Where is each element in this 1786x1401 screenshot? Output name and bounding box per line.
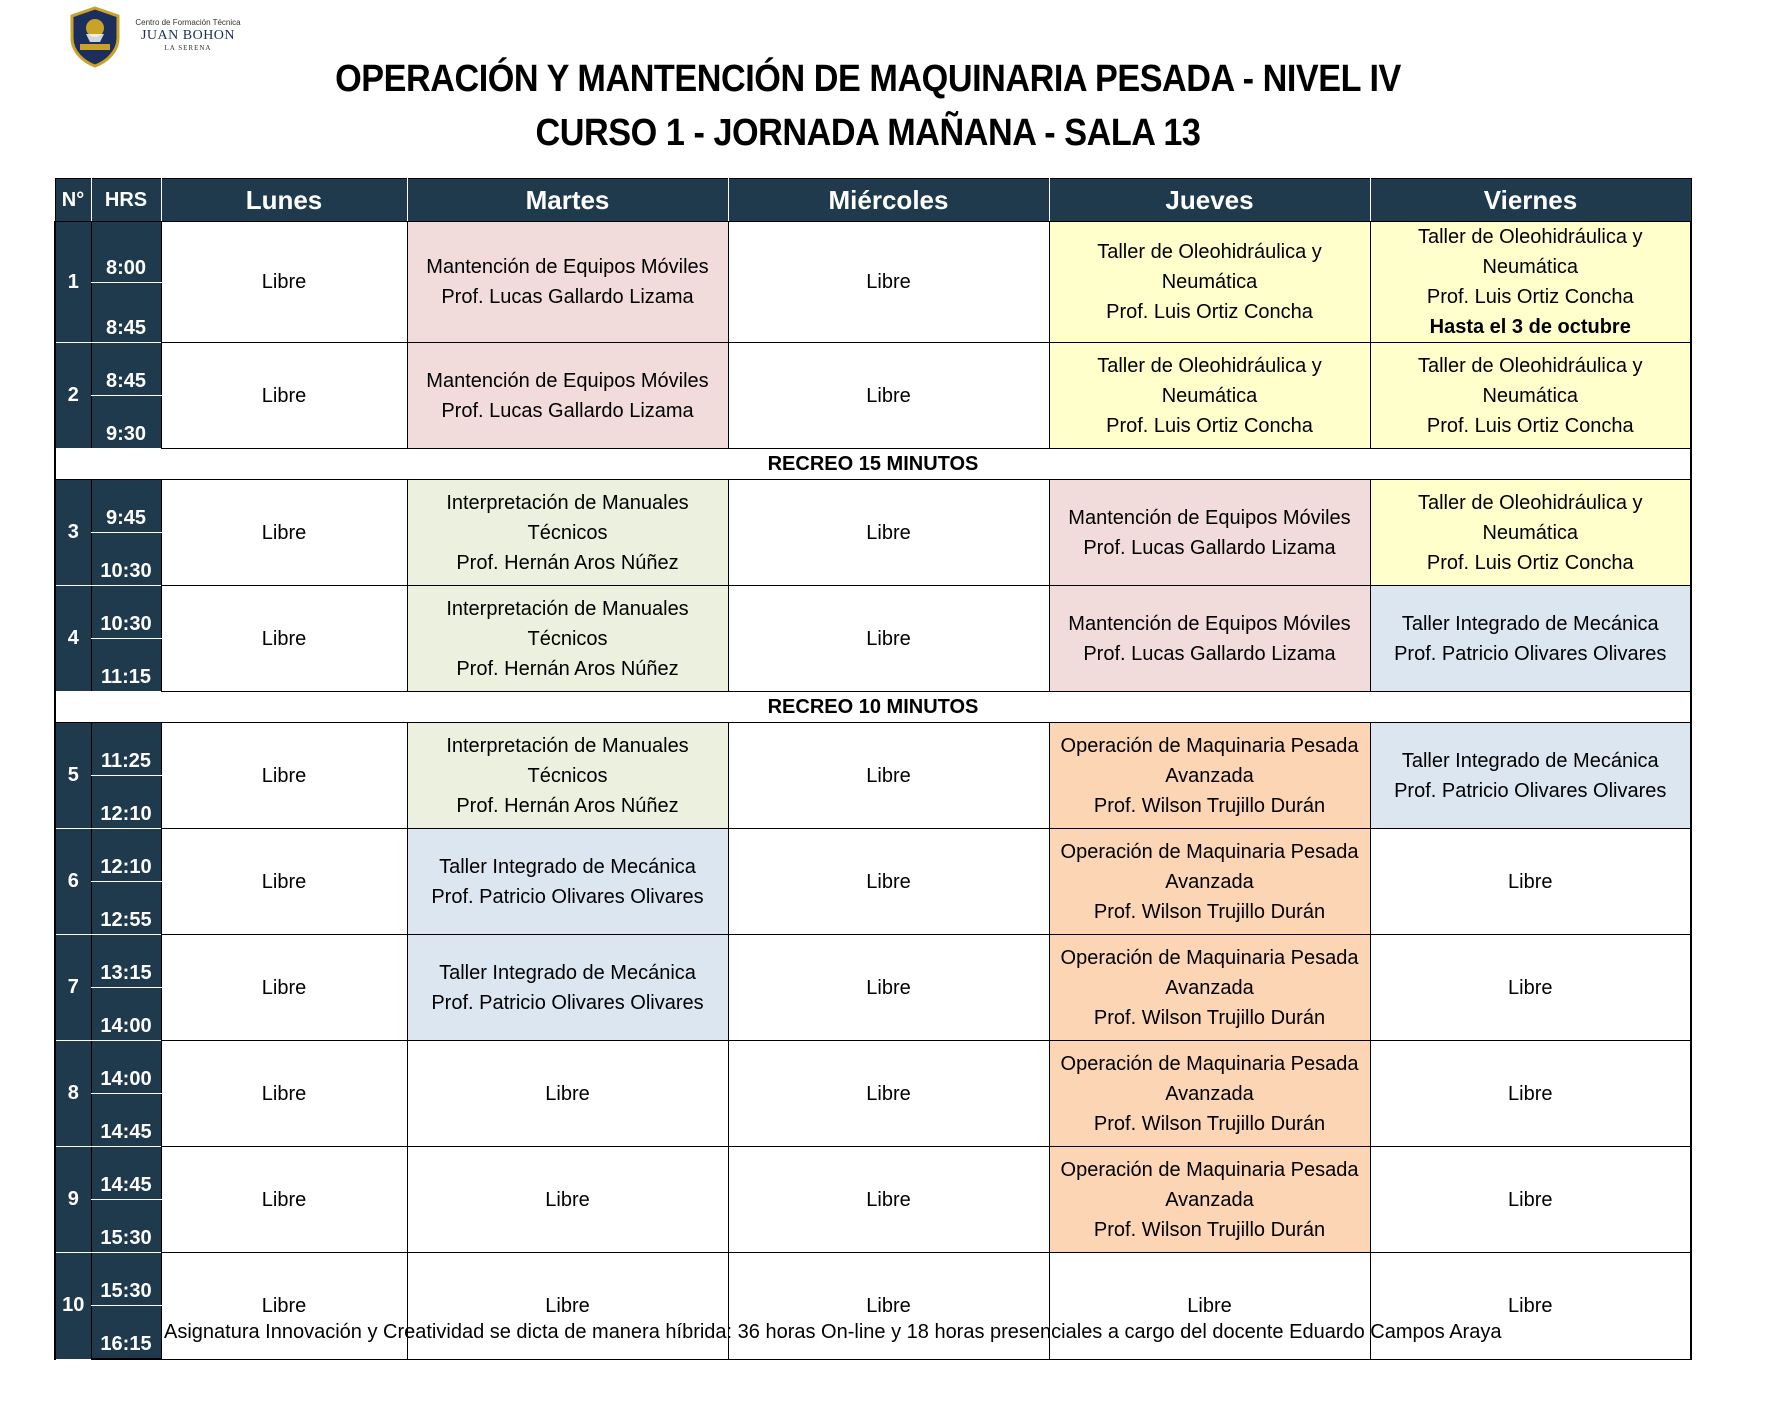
subject-text: Taller de Oleohidráulica y Neumática xyxy=(1417,226,1643,278)
subject-text: Operación de Maquinaria Pesada xyxy=(1060,946,1359,969)
subject-text: Libre xyxy=(1508,1082,1553,1105)
table-row xyxy=(55,1147,1691,1200)
period-number: 2 xyxy=(55,343,91,449)
cell-line: Prof. Lucas Gallardo Lizama xyxy=(441,399,694,422)
class-cell-monday xyxy=(161,723,407,829)
class-cell-thursday xyxy=(1049,586,1370,692)
class-cell-monday xyxy=(161,1147,407,1253)
class-cell-monday xyxy=(161,829,407,935)
subject-text: Taller Integrado de Mecánica xyxy=(1401,612,1659,635)
class-cell-thursday xyxy=(1049,480,1370,586)
class-cell-monday xyxy=(161,222,407,343)
subject-text: Libre xyxy=(1508,1294,1553,1317)
table-row xyxy=(55,480,1691,533)
subject-text: Mantención de Equipos Móviles xyxy=(1068,506,1351,529)
subject-text: Libre xyxy=(261,1188,307,1211)
period-start-time: 14:45 xyxy=(91,1147,161,1200)
logo-line-2: JUAN BOHON xyxy=(140,28,236,43)
class-cell-monday xyxy=(161,343,407,449)
header-friday: Viernes xyxy=(1370,179,1691,222)
cell-line: Prof. Luis Ortiz Concha xyxy=(1426,551,1634,574)
subject-text: Libre xyxy=(261,384,307,407)
cell-line: Avanzada xyxy=(1165,1082,1254,1105)
page-subtitle: CURSO 1 - JORNADA MAÑANA - SALA 13 xyxy=(535,112,1201,154)
subject-text: Libre xyxy=(866,1188,911,1211)
cell-line: Prof. Lucas Gallardo Lizama xyxy=(441,286,694,308)
period-number: 7 xyxy=(55,935,91,1041)
subject-text: Libre xyxy=(261,1294,307,1317)
class-cell-monday xyxy=(161,935,407,1041)
period-start-time: 13:15 xyxy=(91,935,161,988)
period-end-time: 10:30 xyxy=(91,533,161,586)
cell-line: Avanzada xyxy=(1165,870,1254,893)
subject-text: Operación de Maquinaria Pesada xyxy=(1060,734,1359,757)
class-cell-monday xyxy=(161,586,407,692)
cell-line: Prof. Patricio Olivares Olivares xyxy=(1394,779,1667,802)
period-end-time: 15:30 xyxy=(91,1200,161,1253)
subject-text: Operación de Maquinaria Pesada xyxy=(1060,1052,1359,1075)
subject-text: Taller Integrado de Mecánica xyxy=(439,855,696,878)
subject-text: Libre xyxy=(545,1294,590,1317)
class-cell-wednesday xyxy=(728,723,1049,829)
class-cell-friday xyxy=(1370,480,1691,586)
cell-line: Prof. Luis Ortiz Concha xyxy=(1426,286,1634,308)
header-hours: HRS xyxy=(91,179,161,222)
header-wednesday: Miércoles xyxy=(728,179,1049,222)
table-row xyxy=(55,222,1691,283)
table-row xyxy=(55,1041,1691,1094)
class-cell-thursday xyxy=(1049,222,1370,343)
subject-text: Libre xyxy=(261,976,307,999)
class-cell-tuesday xyxy=(407,480,728,586)
table-row xyxy=(55,723,1691,776)
period-number: 6 xyxy=(55,829,91,935)
class-cell-wednesday xyxy=(728,586,1049,692)
cell-line: Prof. Wilson Trujillo Durán xyxy=(1093,1218,1326,1241)
class-cell-friday xyxy=(1370,1147,1691,1253)
schedule-body xyxy=(55,222,1691,1360)
class-cell-friday xyxy=(1370,343,1691,449)
table-row xyxy=(55,935,1691,988)
subject-text: Taller de Oleohidráulica y Neumática xyxy=(1417,354,1643,407)
period-start-time: 14:00 xyxy=(91,1041,161,1094)
class-cell-friday xyxy=(1370,222,1691,343)
class-cell-tuesday xyxy=(407,723,728,829)
cell-line: Avanzada xyxy=(1165,976,1254,999)
period-number: 5 xyxy=(55,723,91,829)
period-end-time: 8:45 xyxy=(91,282,161,343)
subject-text: Taller Integrado de Mecánica xyxy=(439,961,696,984)
header-number: N° xyxy=(55,179,91,222)
subject-text: Libre xyxy=(261,870,307,893)
table-row xyxy=(55,829,1691,882)
subject-text: Libre xyxy=(866,384,911,407)
table-row xyxy=(55,586,1691,639)
cell-line: Prof. Hernán Aros Núñez xyxy=(456,657,679,680)
subject-text: Mantención de Equipos Móviles xyxy=(426,256,709,278)
class-cell-friday xyxy=(1370,723,1691,829)
subject-text: Libre xyxy=(866,521,911,544)
period-number: 8 xyxy=(55,1041,91,1147)
subject-text: Libre xyxy=(1508,976,1553,999)
subject-text: Libre xyxy=(866,1294,911,1317)
subject-text: Mantención de Equipos Móviles xyxy=(426,369,709,392)
cell-line: Prof. Wilson Trujillo Durán xyxy=(1093,900,1326,923)
period-start-time: 12:10 xyxy=(91,829,161,882)
break-row xyxy=(55,449,1691,480)
period-end-time: 11:15 xyxy=(91,639,161,692)
period-end-time: 14:45 xyxy=(91,1094,161,1147)
cell-line: Prof. Lucas Gallardo Lizama xyxy=(1083,536,1336,559)
cell-line: Prof. Patricio Olivares Olivares xyxy=(1394,642,1667,665)
class-cell-thursday xyxy=(1049,935,1370,1041)
subject-text: Libre xyxy=(261,271,307,293)
class-cell-friday xyxy=(1370,829,1691,935)
period-start-time: 10:30 xyxy=(91,586,161,639)
subject-text: Libre xyxy=(1508,1188,1553,1211)
subject-text: Taller de Oleohidráulica y Neumática xyxy=(1097,241,1322,293)
table-row xyxy=(55,343,1691,396)
subject-text: Libre xyxy=(1508,870,1553,893)
period-number: 3 xyxy=(55,480,91,586)
cell-line: Prof. Lucas Gallardo Lizama xyxy=(1083,642,1336,665)
class-cell-thursday xyxy=(1049,1041,1370,1147)
class-cell-tuesday xyxy=(407,1147,728,1253)
period-end-time: 12:55 xyxy=(91,882,161,935)
subject-text: Interpretación de Manuales Técnicos xyxy=(446,734,689,787)
cell-note: Hasta el 3 de octubre xyxy=(1429,316,1631,338)
class-cell-monday xyxy=(161,1041,407,1147)
class-cell-tuesday xyxy=(407,829,728,935)
class-cell-tuesday xyxy=(407,935,728,1041)
period-end-time: 16:15 xyxy=(91,1306,161,1360)
class-cell-wednesday xyxy=(728,480,1049,586)
cell-line: Prof. Luis Ortiz Concha xyxy=(1426,414,1634,437)
class-cell-tuesday xyxy=(407,586,728,692)
subject-text: Libre xyxy=(866,1082,911,1105)
subject-text: Taller de Oleohidráulica y Neumática xyxy=(1417,491,1643,544)
cell-line: Prof. Wilson Trujillo Durán xyxy=(1093,794,1326,817)
subject-text: Taller Integrado de Mecánica xyxy=(1401,749,1659,772)
header-monday: Lunes xyxy=(161,179,407,222)
period-end-time: 9:30 xyxy=(91,396,161,449)
period-start-time: 15:30 xyxy=(91,1253,161,1306)
period-number: 10 xyxy=(55,1253,91,1360)
subject-text: Libre xyxy=(866,271,911,293)
period-end-time: 12:10 xyxy=(91,776,161,829)
period-start-time: 9:45 xyxy=(91,480,161,533)
cell-line: Prof. Luis Ortiz Concha xyxy=(1106,414,1313,437)
class-cell-friday xyxy=(1370,586,1691,692)
class-cell-tuesday xyxy=(407,343,728,449)
header-thursday: Jueves xyxy=(1049,179,1370,222)
class-cell-tuesday xyxy=(407,222,728,343)
schedule-table xyxy=(54,178,1692,1360)
subject-text: Interpretación de Manuales Técnicos xyxy=(446,491,689,544)
subject-text: Libre xyxy=(261,521,307,544)
class-cell-wednesday xyxy=(728,343,1049,449)
class-cell-wednesday xyxy=(728,222,1049,343)
period-number: 4 xyxy=(55,586,91,692)
subject-text: Libre xyxy=(866,870,911,893)
subject-text: Operación de Maquinaria Pesada xyxy=(1060,840,1359,863)
break-label: RECREO 15 MINUTOS xyxy=(55,449,1691,480)
period-start-time: 8:45 xyxy=(91,343,161,396)
break-label: RECREO 10 MINUTOS xyxy=(55,692,1691,723)
subject-text: Libre xyxy=(545,1188,590,1211)
period-end-time: 14:00 xyxy=(91,988,161,1041)
cell-line: Avanzada xyxy=(1165,1188,1254,1211)
logo-line-1: Centro de Formación Técnica xyxy=(135,18,241,27)
cell-line: Prof. Patricio Olivares Olivares xyxy=(431,885,704,908)
period-start-time: 11:25 xyxy=(91,723,161,776)
logo-text xyxy=(128,18,248,52)
break-row xyxy=(55,692,1691,723)
subject-text: Libre xyxy=(261,1082,307,1105)
cell-line: Avanzada xyxy=(1165,764,1254,787)
header-tuesday: Martes xyxy=(407,179,728,222)
subject-text: Libre xyxy=(866,976,911,999)
cell-line: Prof. Hernán Aros Núñez xyxy=(456,551,679,574)
subject-text: Libre xyxy=(866,764,911,787)
class-cell-thursday xyxy=(1049,1147,1370,1253)
class-cell-wednesday xyxy=(728,1147,1049,1253)
period-start-time: 8:00 xyxy=(91,222,161,283)
class-cell-monday xyxy=(161,480,407,586)
subject-text: Interpretación de Manuales Técnicos xyxy=(446,597,689,650)
subject-text: Libre xyxy=(1187,1294,1232,1317)
page-title: OPERACIÓN Y MANTENCIÓN DE MAQUINARIA PESADA - NIVEL IV xyxy=(335,58,1401,100)
header-row xyxy=(55,179,1691,222)
class-cell-tuesday xyxy=(407,1041,728,1147)
class-cell-wednesday xyxy=(728,1041,1049,1147)
class-cell-friday xyxy=(1370,1041,1691,1147)
subject-text: Mantención de Equipos Móviles xyxy=(1068,612,1351,635)
shield-logo-icon xyxy=(66,6,124,68)
class-cell-thursday xyxy=(1049,723,1370,829)
subject-text: Operación de Maquinaria Pesada xyxy=(1060,1158,1359,1181)
table-row xyxy=(55,1253,1691,1306)
subject-text: Taller de Oleohidráulica y Neumática xyxy=(1097,354,1322,407)
subject-text: Libre xyxy=(261,627,307,650)
class-cell-thursday xyxy=(1049,829,1370,935)
cell-line: Prof. Wilson Trujillo Durán xyxy=(1093,1112,1326,1135)
subject-text: Libre xyxy=(545,1082,590,1105)
cell-line: Prof. Wilson Trujillo Durán xyxy=(1093,1006,1326,1029)
cell-line: Prof. Hernán Aros Núñez xyxy=(456,794,679,817)
logo-line-3: LA SERENA xyxy=(164,44,212,52)
period-number: 9 xyxy=(55,1147,91,1253)
footnote: Asignatura Innovación y Creatividad se dicta de manera híbrida: 36 horas On-line y 18 horas presenciales a cargo del docente Eduardo Campos Araya xyxy=(164,1321,1502,1343)
subject-text: Libre xyxy=(866,627,911,650)
class-cell-friday xyxy=(1370,935,1691,1041)
subject-text: Libre xyxy=(261,764,307,787)
period-number: 1 xyxy=(55,222,91,343)
class-cell-wednesday xyxy=(728,829,1049,935)
class-cell-thursday xyxy=(1049,343,1370,449)
cell-line: Prof. Luis Ortiz Concha xyxy=(1106,301,1313,323)
cell-line: Prof. Patricio Olivares Olivares xyxy=(431,991,704,1014)
class-cell-wednesday xyxy=(728,935,1049,1041)
